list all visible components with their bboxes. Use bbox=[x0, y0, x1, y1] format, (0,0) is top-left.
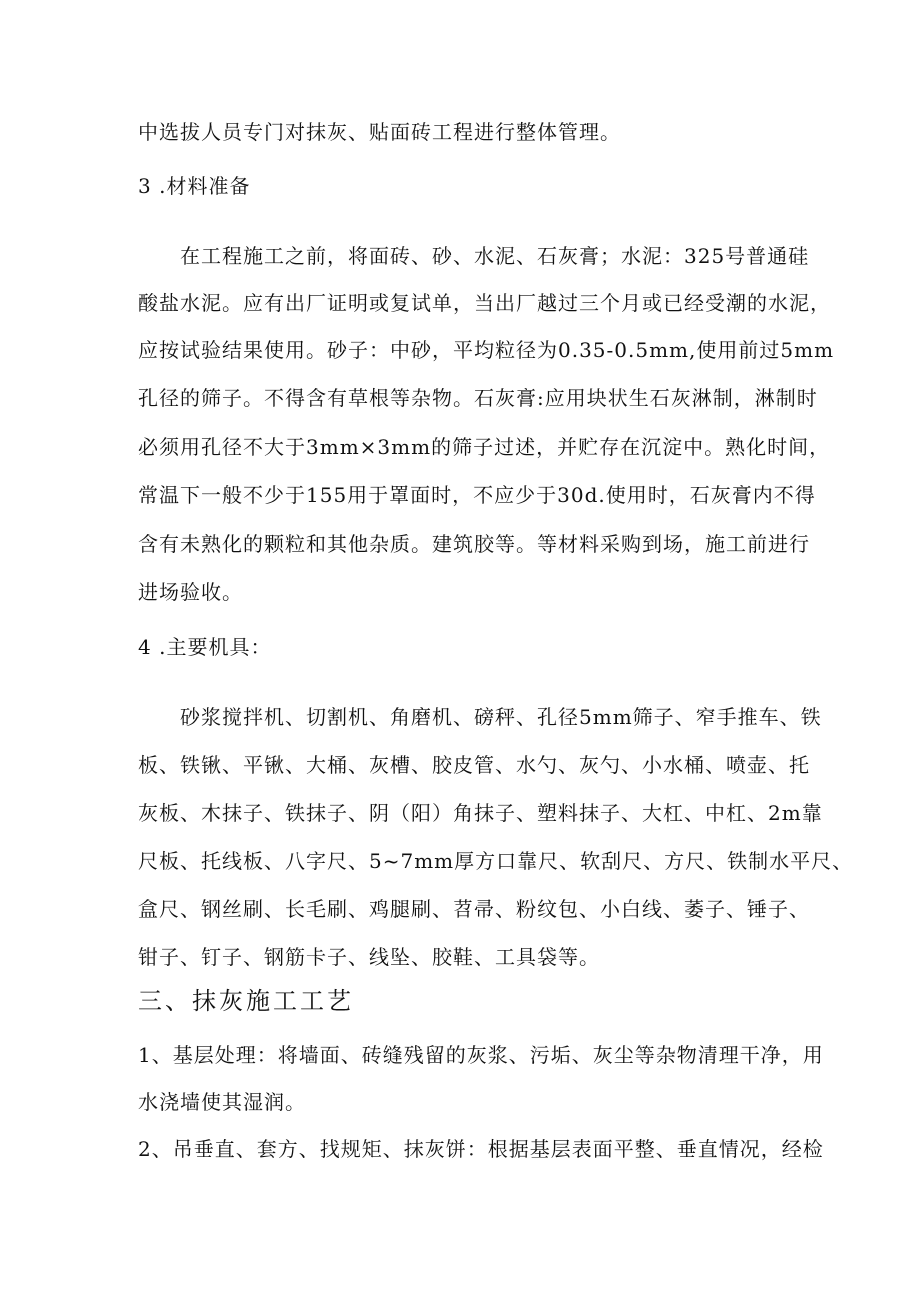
section-heading: 3 .材料准备 bbox=[138, 174, 251, 198]
text-line: 1、基层处理：将墙面、砖缝残留的灰浆、污垢、灰尘等杂物清理干净，用 bbox=[138, 1043, 824, 1067]
text-line: 必须用孔径不大于3mm×3mm的筛子过述，并贮存在沉淀中。熟化时间， bbox=[138, 435, 831, 459]
text-line: 应按试验结果使用。砂子：中砂，平均粒径为0.35-0.5mm,使用前过5mm bbox=[138, 338, 835, 362]
text-line: 酸盐水泥。应有出厂证明或复试单，当出厂越过三个月或已经受潮的水泥， bbox=[138, 291, 831, 315]
paragraph-first-line: 在工程施工之前，将面砖、砂、水泥、石灰膏；水泥：325号普通硅 bbox=[180, 244, 810, 268]
text-line: 进场验收。 bbox=[138, 580, 243, 604]
section-heading: 4 .主要机具： bbox=[138, 635, 272, 659]
text-line: 板、铁锹、平锹、大桶、灰槽、胶皮管、水勺、灰勺、小水桶、喷壶、托 bbox=[138, 753, 810, 777]
text-line: 盒尺、钢丝刷、长毛刷、鸡腿刷、苕帚、粉纹包、小白线、萎子、锤子、 bbox=[138, 897, 810, 921]
text-line: 尺板、托线板、八字尺、5~7mm厚方口靠尺、软刮尺、方尺、铁制水平尺、 bbox=[138, 849, 854, 873]
text-line: 钳子、钉子、钢筋卡子、线坠、胶鞋、工具袋等。 bbox=[138, 945, 600, 969]
text-line: 灰板、木抹子、铁抹子、阴（阳）角抹子、塑料抹子、大杠、中杠、2m靠 bbox=[138, 801, 823, 825]
text-line: 2、吊垂直、套方、找规矩、抹灰饼：根据基层表面平整、垂直情况，经检 bbox=[138, 1137, 824, 1161]
text-line: 孔径的筛子。不得含有草根等杂物。石灰膏:应用块状生石灰淋制，淋制时 bbox=[138, 386, 818, 410]
text-line: 常温下一般不少于155用于罩面时，不应少于30d.使用时，石灰膏内不得 bbox=[138, 483, 816, 507]
chapter-heading: 三、抹灰施工工艺 bbox=[138, 987, 354, 1015]
text-line: 水浇墙使其湿润。 bbox=[138, 1090, 306, 1114]
text-line: 含有未熟化的颗粒和其他杂质。建筑胶等。等材料采购到场，施工前进行 bbox=[138, 532, 810, 556]
text-line: 中选拔人员专门对抹灰、贴面砖工程进行整体管理。 bbox=[138, 120, 621, 144]
paragraph-first-line: 砂浆搅拌机、切割机、角磨机、磅秤、孔径5mm筛子、窄手推车、铁 bbox=[180, 705, 822, 729]
